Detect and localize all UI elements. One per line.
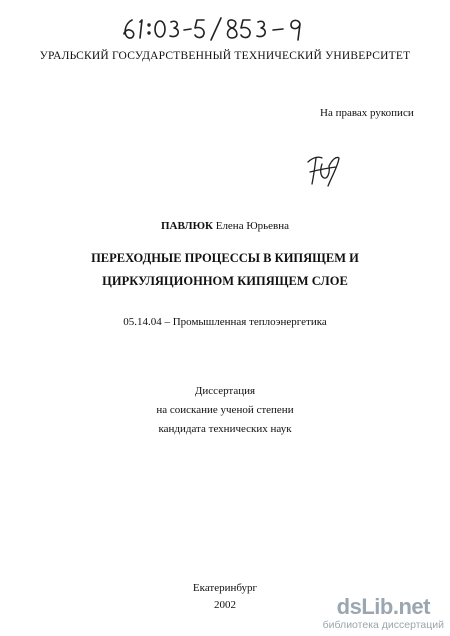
degree-name-line: кандидата технических наук <box>158 423 292 435</box>
year: 2002 <box>214 599 236 611</box>
degree-purpose-line: на соискание ученой степени <box>156 404 294 416</box>
watermark-subtitle: библиотека диссертаций <box>322 618 444 631</box>
dslib-watermark <box>322 593 444 631</box>
author-surname: ПАВЛЮК <box>160 220 213 232</box>
handwritten-signature <box>302 150 344 190</box>
city: Екатеринбург <box>192 582 258 594</box>
manuscript-rights-note: На правах рукописи <box>320 107 414 119</box>
author-name <box>0 220 450 232</box>
author-given-names: Елена Юрьевна <box>215 220 289 232</box>
watermark-logo: dsLib.net <box>336 593 430 619</box>
dissertation-label: Диссертация <box>194 385 256 397</box>
thesis-title-line-2: ЦИРКУЛЯЦИОННОМ КИПЯЩЕМ СЛОЕ <box>102 274 348 288</box>
specialty-code: 05.14.04 – Промышленная теплоэнергетика <box>123 316 327 328</box>
thesis-title-line-1: ПЕРЕХОДНЫЕ ПРОЦЕССЫ В КИПЯЩЕМ И <box>91 251 359 265</box>
university-name: УРАЛЬСКИЙ ГОСУДАРСТВЕННЫЙ ТЕХНИЧЕСКИЙ УНИВЕРСИТЕТ <box>39 50 411 62</box>
handwritten-code <box>118 14 328 44</box>
